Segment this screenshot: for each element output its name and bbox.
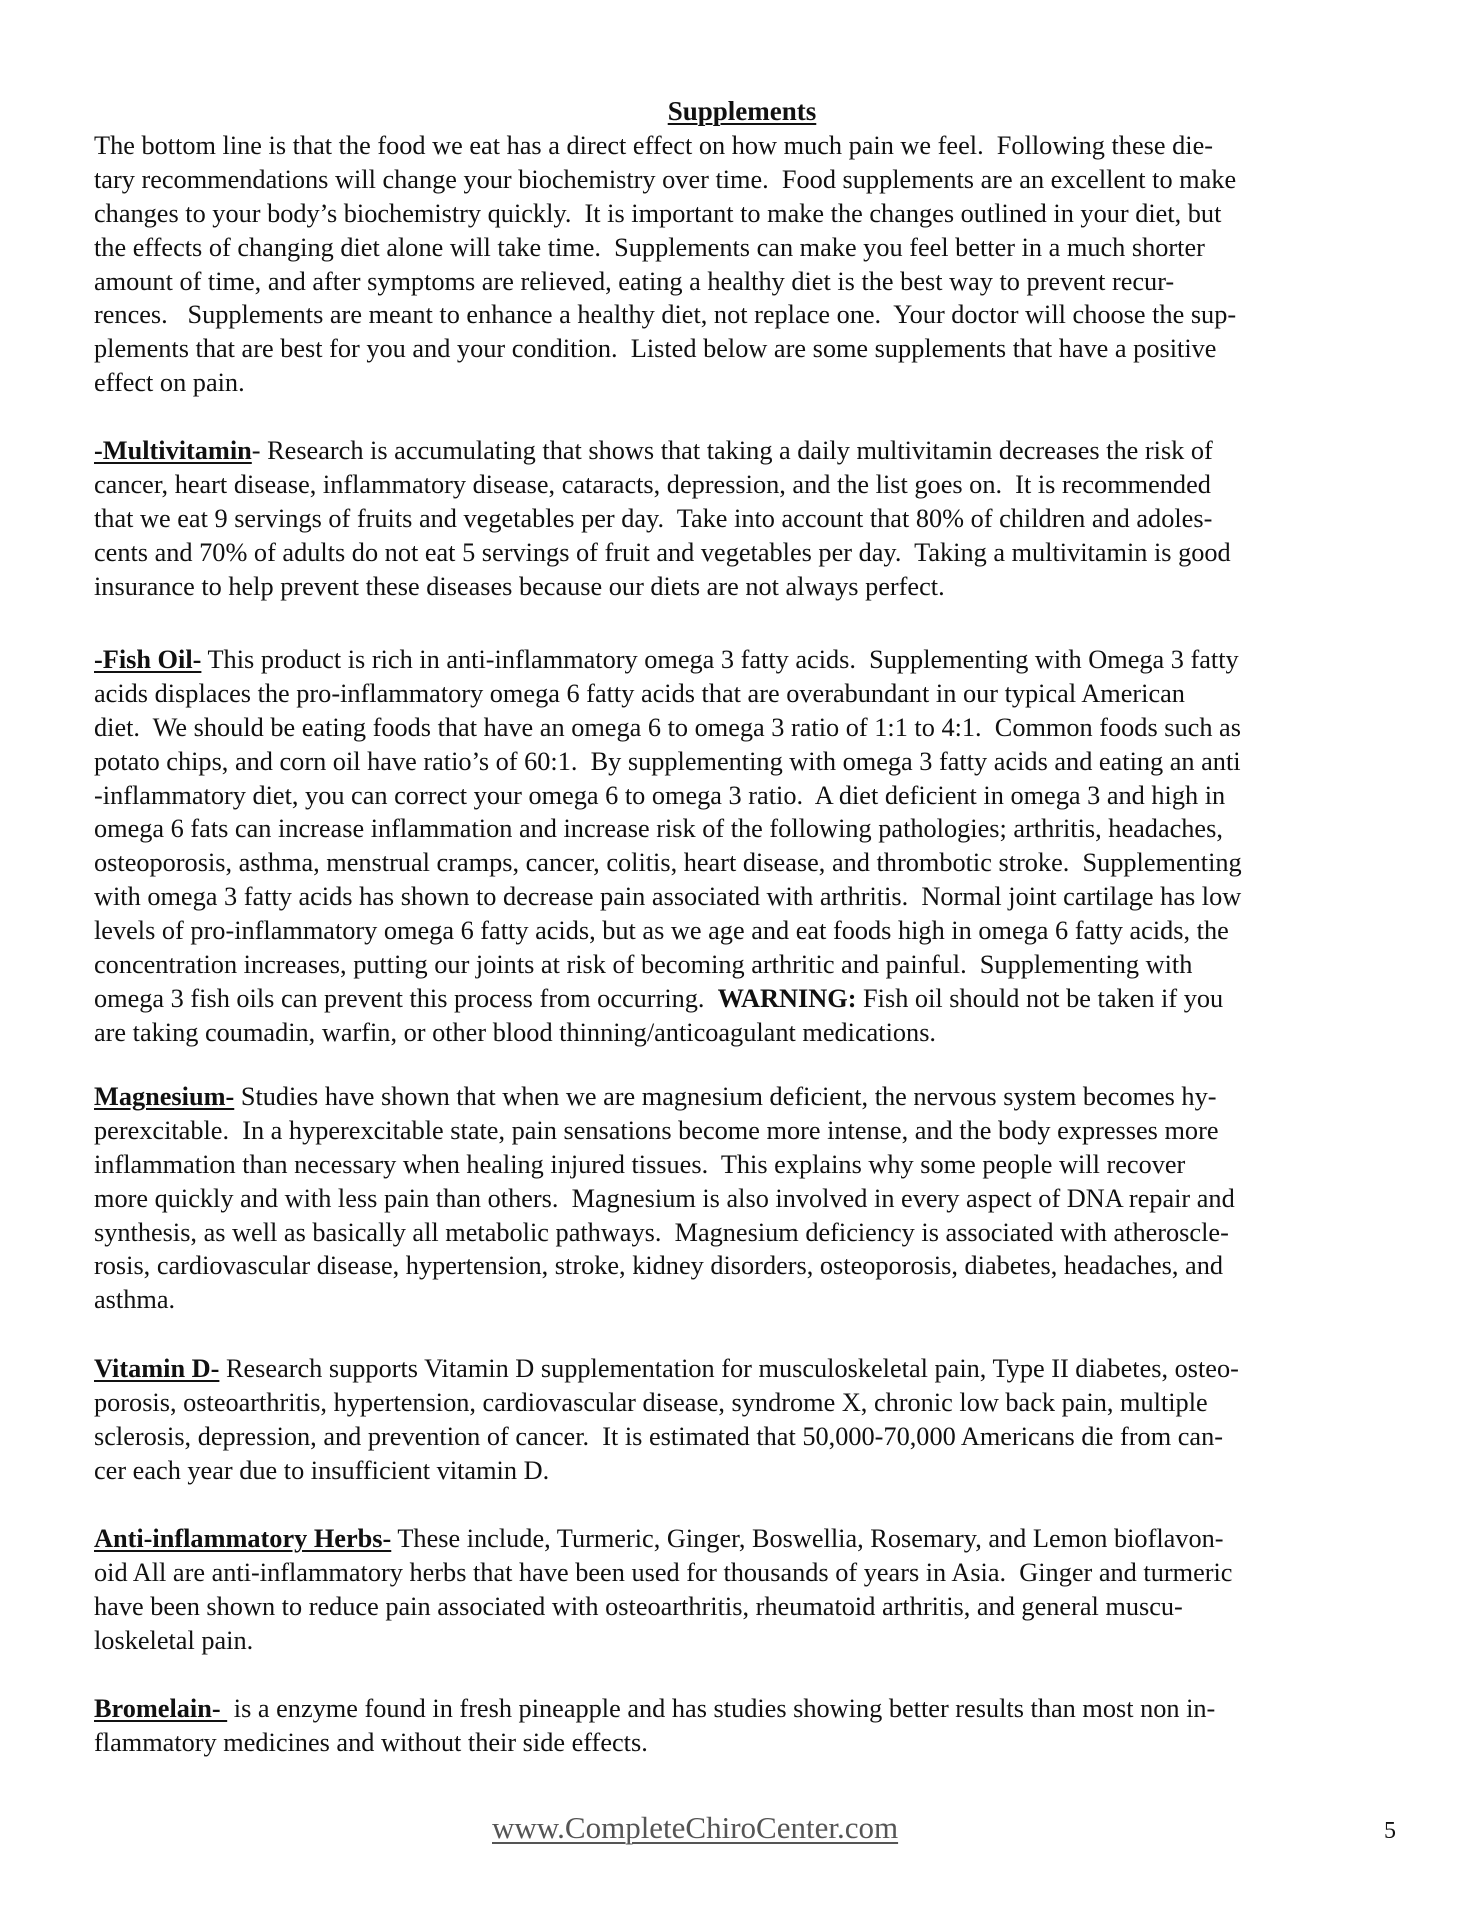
warning-label: WARNING: — [717, 983, 857, 1013]
intro-line: the effects of changing diet alone will take time. Supplements can make you feel better in a much shorter — [94, 232, 1205, 262]
warning-line: omega 3 fish oils can prevent this process from occurring. WARNING: Fish oil should not be taken if you — [94, 983, 1224, 1013]
section-line: rosis, cardiovascular disease, hypertension, stroke, kidney disorders, osteoporosis, diabetes, headaches, and — [94, 1251, 1223, 1281]
intro-line: effect on pain. — [94, 368, 245, 398]
section-line: concentration increases, putting our joints at risk of becoming arthritic and painful. Supplementing with — [94, 950, 1193, 980]
intro-line: amount of time, and after symptoms are relieved, eating a healthy diet is the best way to prevent recur- — [94, 266, 1175, 296]
section-first-line: Anti-inflammatory Herbs- These include, Turmeric, Ginger, Boswellia, Rosemary, and Lemon bioflavon- — [94, 1524, 1224, 1553]
section-heading-fish-oil: -Fish Oil- — [94, 645, 202, 674]
intro-paragraph — [94, 129, 1404, 400]
section-line: more quickly and with less pain than others. Magnesium is also involved in every aspect of DNA repair and — [94, 1183, 1235, 1213]
section-line: potato chips, and corn oil have ratio’s of 60:1. By supplementing with omega 3 fatty acids and eating an anti — [94, 746, 1241, 776]
section-line: have been shown to reduce pain associated with osteoarthritis, rheumatoid arthritis, and general muscu- — [94, 1591, 1183, 1621]
section-fish-oil — [94, 643, 1404, 1050]
intro-line: tary recommendations will change your biochemistry over time. Food supplements are an excellent to make — [94, 164, 1237, 194]
section-line: acids displaces the pro-inflammatory omega 6 fatty acids that are overabundant in our typical American — [94, 678, 1185, 708]
section-multivitamin — [94, 434, 1404, 603]
section-line: oid All are anti-inflammatory herbs that have been used for thousands of years in Asia. Ginger and turmeric — [94, 1557, 1233, 1587]
section-line: cer each year due to insufficient vitamin D. — [94, 1455, 550, 1485]
section-line: flammatory medicines and without their side effects. — [94, 1727, 648, 1757]
section-line: are taking coumadin, warfin, or other blood thinning/anticoagulant medications. — [94, 1017, 937, 1047]
section-line: -inflammatory diet, you can correct your omega 6 to omega 3 ratio. A diet deficient in omega 3 and high in — [94, 780, 1226, 810]
section-heading-herbs: Anti-inflammatory Herbs- — [94, 1524, 392, 1553]
section-heading-magnesium: Magnesium- — [94, 1082, 235, 1111]
section-heading-vitamin-d: Vitamin D- — [94, 1354, 220, 1383]
section-line: with omega 3 fatty acids has shown to decrease pain associated with arthritis. Normal joint cartilage has low — [94, 882, 1242, 912]
section-line: insurance to help prevent these diseases because our diets are not always perfect. — [94, 571, 945, 601]
section-herbs — [94, 1522, 1404, 1658]
section-line: inflammation than necessary when healing injured tissues. This explains why some people will recover — [94, 1149, 1186, 1179]
section-first-line: Bromelain- is a enzyme found in fresh pineapple and has studies showing better results than most non in- — [94, 1694, 1216, 1723]
section-line: asthma. — [94, 1285, 176, 1315]
section-line: levels of pro-inflammatory omega 6 fatty acids, but as we age and eat foods high in omega 6 fatty acids, the — [94, 916, 1229, 946]
section-line: perexcitable. In a hyperexcitable state, pain sensations become more intense, and the body expresses more — [94, 1115, 1219, 1145]
intro-line: changes to your body’s biochemistry quickly. It is important to make the changes outlined in your diet, but — [94, 198, 1222, 228]
section-line: that we eat 9 servings of fruits and vegetables per day. Take into account that 80% of children and adoles- — [94, 503, 1213, 533]
section-heading-bromelain: Bromelain- — [94, 1694, 228, 1723]
section-magnesium — [94, 1080, 1404, 1317]
section-line: diet. We should be eating foods that have an omega 6 to omega 3 ratio of 1:1 to 4:1. Common foods such as — [94, 712, 1241, 742]
section-line: osteoporosis, asthma, menstrual cramps, cancer, colitis, heart disease, and thrombotic stroke. Supplementing — [94, 848, 1242, 878]
section-line: synthesis, as well as basically all metabolic pathways. Magnesium deficiency is associated with atheroscle- — [94, 1217, 1229, 1247]
section-heading-multivitamin: -Multivitamin — [94, 436, 252, 465]
section-line: cancer, heart disease, inflammatory disease, cataracts, depression, and the list goes on. It is recommended — [94, 469, 1211, 499]
page-number: 5 — [1384, 1818, 1396, 1844]
intro-line: The bottom line is that the food we eat has a direct effect on how much pain we feel. Following these die- — [94, 131, 1213, 160]
section-first-line: Vitamin D- Research supports Vitamin D supplementation for musculoskeletal pain, Type II diabetes, osteo- — [94, 1354, 1239, 1383]
section-first-line: -Fish Oil- This product is rich in anti-inflammatory omega 3 fatty acids. Supplementing with Omega 3 fatty — [94, 645, 1239, 674]
section-line: loskeletal pain. — [94, 1625, 254, 1655]
section-line: porosis, osteoarthritis, hypertension, cardiovascular disease, syndrome X, chronic low back pain, multiple — [94, 1387, 1208, 1417]
intro-line: plements that are best for you and your condition. Listed below are some supplements that have a positive — [94, 334, 1217, 364]
page-title: Supplements — [667, 96, 817, 126]
section-line: omega 6 fats can increase inflammation and increase risk of the following pathologies; arthritis, headaches, — [94, 814, 1223, 844]
section-first-line: Magnesium- Studies have shown that when we are magnesium deficient, the nervous system becomes hy- — [94, 1082, 1217, 1111]
section-bromelain — [94, 1692, 1404, 1760]
intro-line: rences. Supplements are meant to enhance a healthy diet, not replace one. Your doctor will choose the sup- — [94, 300, 1237, 330]
section-first-line: -Multivitamin- Research is accumulating that shows that taking a daily multivitamin decreases the risk of — [94, 436, 1213, 465]
section-vitamin-d — [94, 1352, 1404, 1488]
section-line: cents and 70% of adults do not eat 5 servings of fruit and vegetables per day. Taking a multivitamin is good — [94, 537, 1231, 567]
footer-website-link[interactable]: www.CompleteChiroCenter.com — [492, 1810, 899, 1845]
section-line: sclerosis, depression, and prevention of cancer. It is estimated that 50,000-70,000 Americans die from can- — [94, 1421, 1223, 1451]
